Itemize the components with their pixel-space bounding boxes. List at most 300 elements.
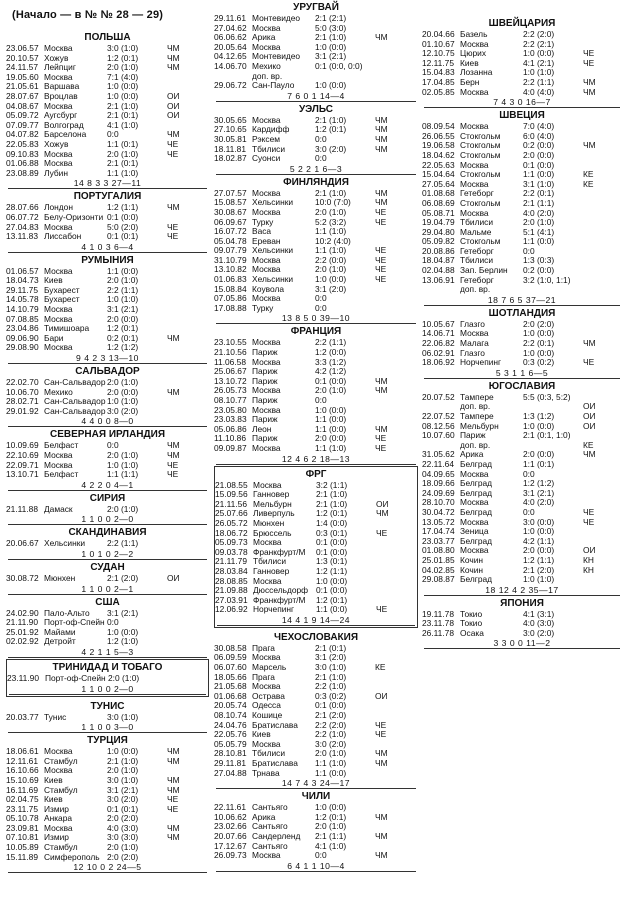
- match-tournament: [375, 43, 403, 53]
- match-score: 3:2 (1:1): [316, 479, 348, 490]
- match-venue: Прага: [252, 672, 275, 682]
- match-date: 21.05.68: [214, 681, 247, 692]
- match-score: 1:1 (1:0): [315, 226, 347, 237]
- match-score: 1:1 (0:1): [523, 458, 555, 469]
- section-summary: 14 4 1 9 14—24: [217, 615, 415, 626]
- match-date: 15.10.69: [6, 774, 39, 785]
- match-tournament: [375, 338, 403, 348]
- match-tournament: [583, 575, 611, 585]
- match-score: 2:0 (1:0): [315, 206, 347, 217]
- match-venue: Майами: [44, 627, 76, 637]
- match-date: 05.08.71: [422, 207, 455, 218]
- match-date: 20.05.64: [214, 41, 247, 52]
- match-date: 18.11.81: [214, 143, 246, 154]
- match-venue: Бухарест: [44, 285, 80, 295]
- section-summary: 1 1 0 0 2—1: [8, 584, 207, 595]
- section-польша: [6, 32, 209, 189]
- match-date: 20.08.86: [422, 245, 455, 256]
- match-venue: Стокгольм: [460, 141, 501, 151]
- section-summary: 4 1 0 3 6—4: [8, 242, 207, 253]
- match-score: 3:0 (2:0): [315, 143, 347, 154]
- match-venue: Сантьяго: [252, 822, 288, 832]
- match-venue: Мехико: [252, 61, 281, 71]
- match-venue: Цюрих: [460, 49, 487, 59]
- match-score: 1:0 (0:0): [315, 802, 347, 813]
- match-tournament: [375, 154, 403, 164]
- match-date: 30.08.72: [6, 572, 39, 583]
- match-row: [6, 232, 209, 242]
- match-list: [6, 378, 209, 416]
- match-tournament: ЧМ: [375, 758, 388, 768]
- match-venue: Токио: [460, 609, 483, 619]
- match-venue: Москва: [44, 460, 73, 470]
- match-date: 26.06.55: [422, 130, 455, 141]
- match-score: 0:0: [315, 153, 327, 164]
- page-title: (Начало — в № № 28 — 29): [12, 9, 164, 21]
- match-venue: Осака: [460, 628, 484, 638]
- match-venue: Детройт: [44, 637, 76, 647]
- match-score: 2:0 (0:0): [107, 313, 139, 324]
- match-venue: Москва: [252, 265, 281, 275]
- match-row: [422, 285, 622, 295]
- match-score: 2:0 (1:0): [107, 377, 139, 388]
- match-score: 2:1 (0:1): [315, 642, 347, 653]
- match-venue: Братислава: [252, 759, 298, 768]
- match-list: [6, 203, 209, 241]
- match-venue: Москва: [44, 222, 73, 232]
- match-score: 2:2 (1:1): [315, 337, 347, 348]
- match-score: 0:0: [315, 302, 327, 313]
- section-title: ПОЛЬША: [84, 32, 131, 43]
- match-tournament: [583, 228, 611, 238]
- match-venue: Франкфурт/М: [253, 547, 306, 557]
- match-venue: Париж: [252, 415, 278, 425]
- match-list: [6, 609, 209, 647]
- match-tournament: ЧЕ: [375, 254, 387, 265]
- match-list: [7, 674, 208, 684]
- match-date: 02.02.92: [6, 636, 39, 647]
- match-score: 3:1 (2:0): [315, 652, 347, 663]
- match-venue: Стамбул: [44, 756, 78, 766]
- match-venue: Москва: [460, 122, 489, 132]
- match-tournament: [167, 407, 195, 417]
- match-score: 0:1 (0:0): [316, 546, 348, 557]
- match-score: 2:0 (1:0): [107, 450, 139, 460]
- match-score: 1:0 (1:0): [523, 574, 555, 585]
- match-date: 30.05.65: [214, 114, 247, 125]
- match-date: 19.04.79: [422, 217, 455, 228]
- match-tournament: ЧМ: [583, 449, 596, 460]
- match-date: 06.08.69: [422, 197, 455, 208]
- match-tournament: [375, 358, 403, 368]
- match-date: 23.03.77: [422, 535, 455, 546]
- match-tournament: [167, 267, 195, 277]
- section-уругвай: [214, 2, 418, 102]
- match-date: 31.05.62: [422, 449, 455, 460]
- match-row: [422, 358, 622, 368]
- match-tournament: ОИ: [583, 545, 596, 556]
- match-tournament: ОИ: [583, 420, 596, 431]
- match-score: 2:2 (2:0): [315, 719, 347, 730]
- match-venue: Москва: [44, 343, 73, 353]
- match-venue: Брюссель: [253, 528, 292, 538]
- match-tournament: [167, 628, 195, 638]
- match-venue: Сандерленд: [252, 831, 301, 841]
- match-score: 2:0 (0:0): [523, 545, 555, 556]
- match-date: 10.06.70: [6, 386, 39, 397]
- match-score: 1:2 (1:2): [523, 478, 555, 489]
- match-tournament: ЧЕ: [375, 719, 387, 730]
- section-summary: 13 8 5 0 39—10: [216, 313, 416, 324]
- match-score: 2:2 (0:0): [315, 254, 347, 265]
- match-date: 05.09.72: [6, 110, 39, 121]
- match-date: 22.02.70: [6, 377, 39, 388]
- match-tournament: ЧЕ: [375, 729, 387, 740]
- match-date: 23.11.75: [6, 803, 38, 814]
- match-venue: Париж: [252, 348, 278, 358]
- match-row: [6, 470, 209, 480]
- match-date: 07.10.81: [6, 832, 39, 843]
- match-score: 2:1 (1:1): [523, 197, 555, 208]
- match-date: 24.02.90: [6, 607, 39, 618]
- match-tournament: ЧМ: [376, 508, 389, 519]
- section-title: ФИНЛЯНДИЯ: [283, 176, 349, 188]
- match-tournament: [376, 577, 404, 587]
- section-шотландия: [422, 308, 622, 379]
- match-date: 18.06.72: [215, 527, 248, 538]
- match-date: 12.10.75: [422, 48, 455, 59]
- match-venue: Москва: [44, 149, 73, 159]
- match-venue: Норчепинг: [460, 358, 502, 368]
- match-date: 22.05.83: [6, 138, 39, 149]
- match-venue: Париж: [252, 367, 278, 377]
- match-list: [6, 713, 209, 723]
- match-date: 27.05.64: [422, 178, 455, 189]
- match-tournament: [375, 294, 403, 304]
- match-score: 1:0 (0:0): [523, 526, 555, 537]
- match-tournament: КЕ: [583, 178, 594, 189]
- match-score: 2:1 (1:0): [315, 187, 347, 198]
- match-row: [422, 88, 622, 98]
- match-score: 4:1 (2:1): [523, 57, 555, 68]
- section-summary: 1 1 0 0 3—0: [8, 722, 207, 733]
- match-tournament: [376, 538, 404, 548]
- section-title: ШОТЛАНДИЯ: [488, 307, 556, 319]
- match-score: 0:0: [523, 506, 535, 517]
- match-venue: Москва: [253, 576, 282, 586]
- match-venue: Тампере: [460, 412, 494, 421]
- section-тунис: [6, 701, 209, 734]
- match-venue: доп. вр.: [252, 71, 283, 81]
- match-score: 1:0 (0:0): [107, 746, 139, 757]
- match-tournament: [375, 673, 403, 683]
- match-tournament: [168, 674, 196, 684]
- match-venue: Ереван: [252, 236, 281, 246]
- match-date: 29.06.72: [214, 80, 247, 91]
- match-score: 2:1 (1:0): [107, 755, 139, 766]
- match-venue: Лейпциг: [44, 63, 76, 73]
- match-venue: Тбилиси: [252, 144, 286, 154]
- match-date: 17.08.88: [214, 302, 247, 313]
- match-score: 1:2 (0:1): [316, 594, 348, 605]
- match-tournament: [583, 619, 611, 629]
- match-date: 13.06.91: [422, 274, 455, 285]
- match-date: 22.11.64: [422, 458, 454, 469]
- match-tournament: [167, 539, 195, 549]
- match-score: 3:0 (1:0): [315, 662, 347, 673]
- match-venue: Москва: [252, 405, 281, 415]
- match-date: 07.09.77: [6, 119, 39, 130]
- match-venue: Москва: [252, 338, 281, 348]
- match-date: 27.03.91: [215, 594, 248, 605]
- match-list: [214, 338, 418, 453]
- match-venue: Белфаст: [44, 470, 79, 480]
- match-score: 2:1 (0:1, 1:0): [523, 430, 571, 441]
- match-date: 25.01.92: [6, 626, 39, 637]
- section-сша: [6, 597, 209, 658]
- match-date: 05.04.78: [214, 235, 247, 246]
- match-tournament: ЧМ: [167, 52, 180, 63]
- match-score: 1:0 (0:0): [107, 90, 139, 101]
- match-score: 1:0 (1:0): [523, 67, 555, 78]
- section-title: ШВЕЦИЯ: [499, 110, 545, 122]
- section-summary: 7 6 0 1 14—4: [216, 91, 416, 102]
- match-score: 2:0 (1:0): [315, 821, 347, 832]
- match-venue: Барселона: [44, 130, 87, 140]
- match-row: [6, 574, 209, 584]
- match-tournament: ЧЕ: [167, 148, 179, 159]
- match-venue: Москва: [44, 44, 73, 53]
- match-date: 28.02.71: [6, 396, 39, 407]
- match-date: 19.11.78: [422, 608, 454, 619]
- match-score: 2:0 (1:0): [523, 217, 555, 228]
- match-tournament: ЧЕ: [375, 245, 387, 256]
- match-row: [214, 81, 418, 91]
- match-tournament: [583, 209, 611, 219]
- match-venue: Москва: [44, 101, 73, 111]
- match-date: 30.08.67: [214, 206, 247, 217]
- match-venue: Арика: [460, 450, 484, 460]
- match-venue: Лиссабон: [44, 232, 82, 242]
- section-title: ЧИЛИ: [301, 791, 331, 803]
- match-tournament: ЧМ: [167, 440, 180, 451]
- match-tournament: ЧМ: [375, 124, 388, 135]
- match-score: 0:1 (0:0): [316, 585, 348, 596]
- match-date: 01.06.83: [214, 274, 247, 285]
- match-date: 25.06.67: [214, 366, 247, 377]
- match-date: 21.11.90: [6, 617, 38, 628]
- match-score: 2:2 (1:0): [315, 681, 347, 692]
- match-venue: Хельсинки: [252, 198, 294, 208]
- match-tournament: ЧЕ: [375, 433, 387, 444]
- section-summary: 1 0 1 0 2—2: [8, 549, 207, 560]
- match-date: 24.04.76: [214, 719, 247, 730]
- match-row: [6, 407, 209, 417]
- match-tournament: [375, 644, 403, 654]
- match-score: 2:0 (1:0): [107, 842, 139, 853]
- match-score: 4:0 (3:0): [523, 618, 555, 629]
- section-чехословакия: [214, 632, 418, 789]
- section-северная ирландия: [6, 429, 209, 490]
- match-venue: Трнава: [252, 768, 280, 778]
- match-date: [422, 285, 460, 295]
- match-date: 25.01.85: [422, 554, 455, 565]
- section-summary: 5 3 1 1 6—5: [424, 368, 620, 379]
- match-venue: Кошице: [252, 711, 283, 721]
- section-summary: 5 2 2 1 6—3: [216, 164, 416, 175]
- match-date: 06.07.60: [214, 662, 247, 673]
- match-score: 5:1 (4:1): [523, 226, 555, 237]
- section-summary: 4 2 2 0 4—1: [8, 480, 207, 491]
- match-list: [6, 539, 209, 549]
- match-venue: Дюссельдорф: [253, 586, 309, 596]
- match-venue: Москва: [252, 653, 281, 663]
- match-tournament: ЧЕ: [376, 527, 388, 538]
- match-date: 23.04.86: [6, 323, 39, 334]
- match-date: 10.05.89: [6, 842, 39, 853]
- match-tournament: [376, 557, 404, 567]
- match-tournament: [375, 396, 403, 406]
- match-score: 1:1 (0:0): [107, 265, 139, 276]
- match-venue: Арика: [252, 812, 276, 822]
- match-date: 29.04.80: [422, 226, 455, 237]
- match-date: 02.04.88: [422, 265, 455, 276]
- match-tournament: ЧМ: [375, 423, 388, 434]
- match-score: 1:1 (0:0): [523, 236, 555, 247]
- match-date: 08.12.56: [422, 420, 455, 431]
- match-venue: Зеница: [460, 527, 489, 537]
- match-list: [422, 30, 622, 97]
- match-tournament: ЧМ: [375, 133, 388, 144]
- match-score: 1:2 (1:2): [107, 342, 139, 353]
- match-score: 2:2 (2:1): [523, 38, 555, 49]
- match-tournament: [375, 701, 403, 711]
- match-tournament: ОИ: [167, 100, 180, 111]
- match-tournament: ЧМ: [167, 202, 180, 213]
- section-судан: [6, 562, 209, 595]
- match-score: 2:2 (0:1): [523, 338, 555, 349]
- match-date: 29.11.81: [214, 758, 246, 768]
- match-score: 2:1 (1:1): [315, 830, 347, 841]
- match-tournament: ЧЕ: [167, 459, 179, 470]
- match-date: 08.10.77: [214, 395, 247, 405]
- match-date: 18.04.62: [422, 149, 455, 160]
- match-score: 3:1 (2:1): [107, 784, 139, 795]
- section-швейцария: [422, 18, 622, 108]
- match-date: 04.07.82: [6, 129, 39, 140]
- match-date: 14.06.71: [422, 328, 455, 339]
- section-title: УРУГВАЙ: [293, 2, 339, 13]
- match-tournament: [167, 343, 195, 353]
- match-list: [6, 441, 209, 479]
- match-venue: Вроцлав: [44, 91, 78, 101]
- match-date: 22.09.71: [6, 459, 39, 470]
- section-summary: 14 8 3 3 27—11: [8, 178, 207, 189]
- match-venue: Москва: [460, 498, 489, 508]
- match-score: 1:2 (0:1): [107, 323, 139, 334]
- match-date: 09.10.83: [6, 148, 39, 159]
- match-score: 2:1 (1:0): [316, 498, 348, 509]
- match-score: 2:0 (0:0): [107, 386, 139, 397]
- match-list: [214, 189, 418, 314]
- match-venue: Москва: [252, 23, 281, 33]
- match-venue: Берн: [460, 77, 480, 87]
- match-venue: Турку: [252, 217, 274, 227]
- match-date: 13.10.82: [214, 264, 247, 275]
- match-venue: Лубин: [44, 168, 68, 178]
- match-tournament: [375, 52, 403, 62]
- match-tournament: ЧМ: [375, 197, 388, 208]
- match-score: 2:1 (2:0): [107, 572, 139, 583]
- match-list: [422, 393, 622, 585]
- match-date: 04.09.65: [422, 468, 455, 479]
- match-score: 3:1 (2:1): [523, 487, 555, 498]
- match-date: 10.05.67: [422, 318, 455, 329]
- match-venue: Анкара: [44, 814, 73, 824]
- section-сирия: [6, 493, 209, 526]
- match-tournament: ЧЕ: [583, 57, 595, 68]
- match-tournament: [583, 460, 611, 470]
- match-score: 2:2 (1:1): [523, 76, 555, 87]
- match-tournament: ЧМ: [583, 140, 596, 151]
- match-venue: Стокгольм: [460, 170, 501, 180]
- match-venue: Одесса: [252, 701, 281, 711]
- match-date: 20.05.74: [214, 700, 247, 711]
- match-score: 0:2 (0:1): [107, 332, 139, 343]
- match-date: 27.04.83: [6, 221, 39, 232]
- match-score: 3:0 (0:0): [523, 516, 555, 527]
- match-score: 1:2 (0:0): [315, 347, 347, 358]
- match-score: 0:2 (0:0): [523, 140, 555, 151]
- match-date: 15.04.83: [422, 67, 455, 78]
- match-tournament: [167, 609, 195, 619]
- match-date: 07.08.85: [6, 313, 39, 324]
- match-date: 09.09.87: [214, 442, 247, 453]
- match-tournament: ЧМ: [375, 811, 388, 822]
- match-venue: Васа: [252, 227, 272, 237]
- match-score: 5:0 (3:0): [315, 22, 347, 33]
- match-tournament: [376, 586, 404, 596]
- match-score: 0:1 (0:1): [107, 231, 139, 242]
- match-venue: Ганновер: [253, 490, 290, 500]
- match-list: [214, 14, 418, 91]
- match-date: 20.07.66: [214, 830, 247, 841]
- section-summary: 18 7 6 5 37—21: [424, 295, 620, 306]
- match-tournament: [375, 62, 403, 72]
- match-tournament: ЧМ: [375, 830, 388, 841]
- match-tournament: ЧЕ: [375, 264, 387, 275]
- match-score: 0:0: [315, 293, 327, 304]
- match-score: 1:0 (1:0): [107, 396, 139, 407]
- match-row: [214, 769, 418, 779]
- match-date: 26.05.72: [215, 517, 248, 528]
- match-score: 7:1 (4:0): [107, 71, 139, 82]
- section-summary: 12 4 6 2 18—13: [216, 454, 416, 465]
- match-list: [214, 644, 418, 778]
- match-date: 14.10.79: [6, 304, 39, 315]
- match-score: 2:1 (2:0): [315, 710, 347, 721]
- match-tournament: ЧМ: [583, 338, 596, 349]
- match-score: 2:0 (1:0): [315, 385, 347, 396]
- match-venue: Москва: [252, 357, 281, 367]
- section-япония: [422, 598, 622, 650]
- match-venue: Мельбурн: [253, 499, 292, 509]
- match-date: 14.05.78: [6, 294, 39, 305]
- match-tournament: [583, 610, 611, 620]
- match-date: 27.07.57: [214, 187, 247, 198]
- match-list: [215, 481, 417, 615]
- match-tournament: [375, 348, 403, 358]
